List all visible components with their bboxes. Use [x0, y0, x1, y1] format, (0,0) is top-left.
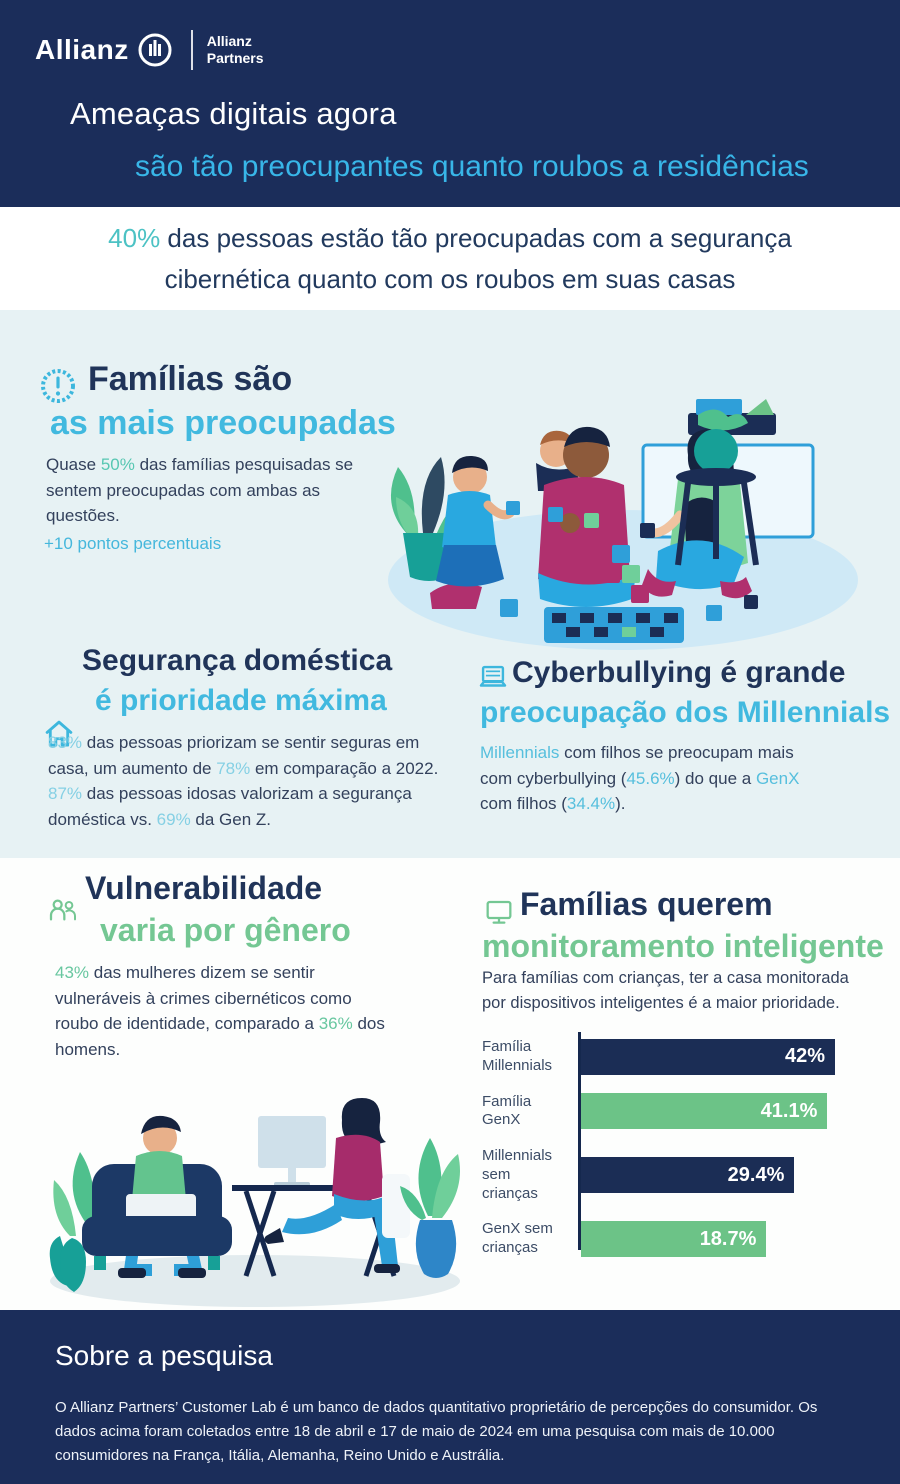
partners-wordmark: Allianz Partners: [206, 33, 264, 66]
monitoring-title-line2: monitoramento inteligente: [482, 928, 884, 964]
monitoring-body: Para famílias com crianças, ter a casa monitorada por dispositivos inteligentes é a maior prioridade.: [482, 969, 849, 1012]
families-body: Quase 50% das famílias pesquisadas se sentem preocupadas com ambas as questões.: [46, 455, 354, 525]
footer-body: O Allianz Partners’ Customer Lab é um banco de dados quantitativo proprietário de percepções do consumidor. Os dados acima foram coletados entre 18 de abril e 17 de maio de 2024 em uma pesquisa com mais de 10.000 consumidores na França, Itália, Alemanha, Reino Unido e Austrália.: [55, 1399, 818, 1464]
figure-woman-desk: [232, 1098, 410, 1276]
figure-parent-toddler: [536, 427, 636, 607]
chart-bar-area: [581, 1093, 835, 1129]
chart-category-label: GenX sem crianças: [482, 1220, 553, 1256]
figure-man-laptop: [82, 1116, 232, 1278]
page-title-line2: são tão preocupantes quanto roubos a residências: [135, 150, 809, 183]
family-illustration: [348, 355, 888, 655]
chart-category-label: Família GenX: [482, 1092, 532, 1129]
footer-title: Sobre a pesquisa: [55, 1340, 273, 1371]
page-title-line1: Ameaças digitais agora: [70, 96, 397, 131]
chart-bar: [581, 1039, 835, 1075]
home-security-title-line2: é prioridade máxima: [95, 684, 387, 717]
chart-bar: [581, 1093, 827, 1129]
families-note: +10 pontos percentuais: [44, 534, 222, 553]
allianz-wordmark: Allianz: [35, 34, 129, 65]
vulnerability-title-line2: varia por gênero: [100, 912, 351, 948]
workspace-illustration: [30, 1076, 470, 1311]
chart-row: [482, 1093, 882, 1131]
badge-exclamation-icon: [38, 366, 78, 406]
home-security-title-line1: Segurança doméstica: [82, 644, 393, 677]
allianz-logo-icon: [137, 32, 173, 68]
monitoring-bar-chart: [482, 1038, 882, 1275]
chart-value-label: 41.1%: [760, 1099, 818, 1122]
laptop-icon: [476, 660, 510, 694]
chart-rows: [482, 1038, 882, 1258]
cyberbullying-title-line1: Cyberbullying é grande: [512, 656, 846, 689]
chart-row: [482, 1147, 882, 1203]
footer: [0, 1310, 900, 1484]
monitor-icon: [483, 896, 515, 928]
chart-category-label: Millennials sem crianças: [482, 1147, 553, 1202]
logo-divider: [191, 30, 193, 70]
chart-bar-area: [581, 1039, 835, 1075]
section-families-and-security: [0, 310, 900, 858]
allianz-logo: [35, 30, 264, 70]
stat-banner-text: 40% das pessoas estão tão preocupadas com a segurança cibernética quanto com os roubos em suas casas: [108, 223, 792, 294]
vulnerability-body: 43% das mulheres dizem se sentir vulneráveis à crimes cibernéticos como roubo de identidade, comparado a 36% dos homens.: [55, 963, 385, 1059]
vulnerability-title-line1: Vulnerabilidade: [85, 870, 323, 906]
cyberbullying-body: Millennials com filhos se preocupam mais com cyberbullying (45.6%) do que a GenX com filhos (34.4%).: [480, 743, 800, 813]
chart-row: [482, 1038, 882, 1076]
people-icon: [47, 894, 79, 926]
chart-value-label: 18.7%: [699, 1227, 757, 1250]
stat-banner: [0, 207, 900, 310]
chart-category-label: Família Millennials: [482, 1038, 553, 1074]
header: [0, 0, 900, 207]
chart-row: [482, 1220, 882, 1258]
families-title-line2: as mais preocupadas: [50, 404, 396, 442]
chart-bar-area: [581, 1157, 835, 1193]
chart-bar-area: [581, 1221, 835, 1257]
chart-bar: [581, 1157, 794, 1193]
home-security-body: 83% das pessoas priorizam se sentir seguras em casa, um aumento de 78% em comparação a 2022. 87% das pessoas idosas valorizam a segurança doméstica vs. 69% da Gen Z.: [48, 733, 439, 829]
chart-bar: [581, 1221, 766, 1257]
cyberbullying-title-line2: preocupação dos Millennials: [480, 696, 891, 729]
plant-right: [400, 1138, 460, 1278]
chart-value-label: 42%: [784, 1045, 825, 1068]
section-vulnerability-and-monitoring: [0, 858, 900, 1310]
monitoring-title-line1: Famílias querem: [520, 886, 773, 922]
families-title-line1: Famílias são: [88, 360, 293, 398]
chart-value-label: 29.4%: [727, 1163, 785, 1186]
